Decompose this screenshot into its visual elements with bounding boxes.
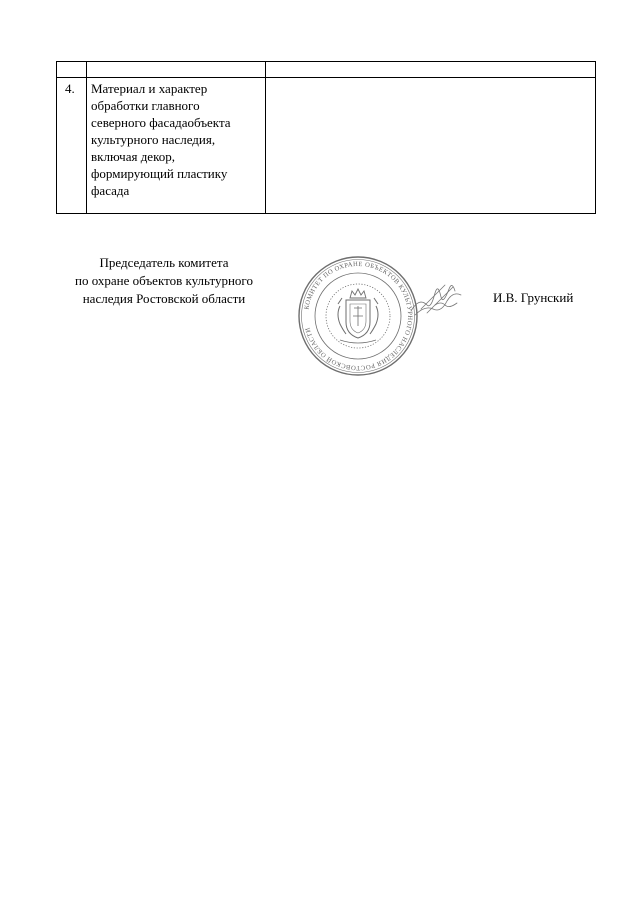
row-number-cell: 4.	[57, 78, 87, 214]
description-cell	[87, 62, 266, 78]
description-cell	[87, 78, 266, 214]
position-line: по охране объектов культурного	[75, 273, 253, 288]
signer-position	[60, 254, 268, 308]
seal-text: КОМИТЕТ ПО ОХРАНЕ ОБЪЕКТОВ КУЛЬТУРНОГО НАСЛЕДИЯ РОСТОВСКОЙ ОБЛАСТИ	[303, 260, 414, 372]
signer-name: И.В. Грунский	[493, 290, 574, 305]
table-row	[57, 78, 596, 214]
attributes-table	[56, 61, 596, 214]
value-cell	[266, 78, 596, 214]
position-line: Председатель комитета	[99, 255, 229, 270]
official-seal-icon	[296, 254, 420, 378]
description-text: Материал и характер обработки главного северного фасадаобъекта культурного наследия, включая декор, формирующий пластику фасада	[91, 81, 231, 198]
value-cell	[266, 62, 596, 78]
table-row	[57, 62, 596, 78]
row-number-cell	[57, 62, 87, 78]
signature-icon	[405, 275, 465, 323]
position-line: наследия Ростовской области	[82, 291, 246, 306]
